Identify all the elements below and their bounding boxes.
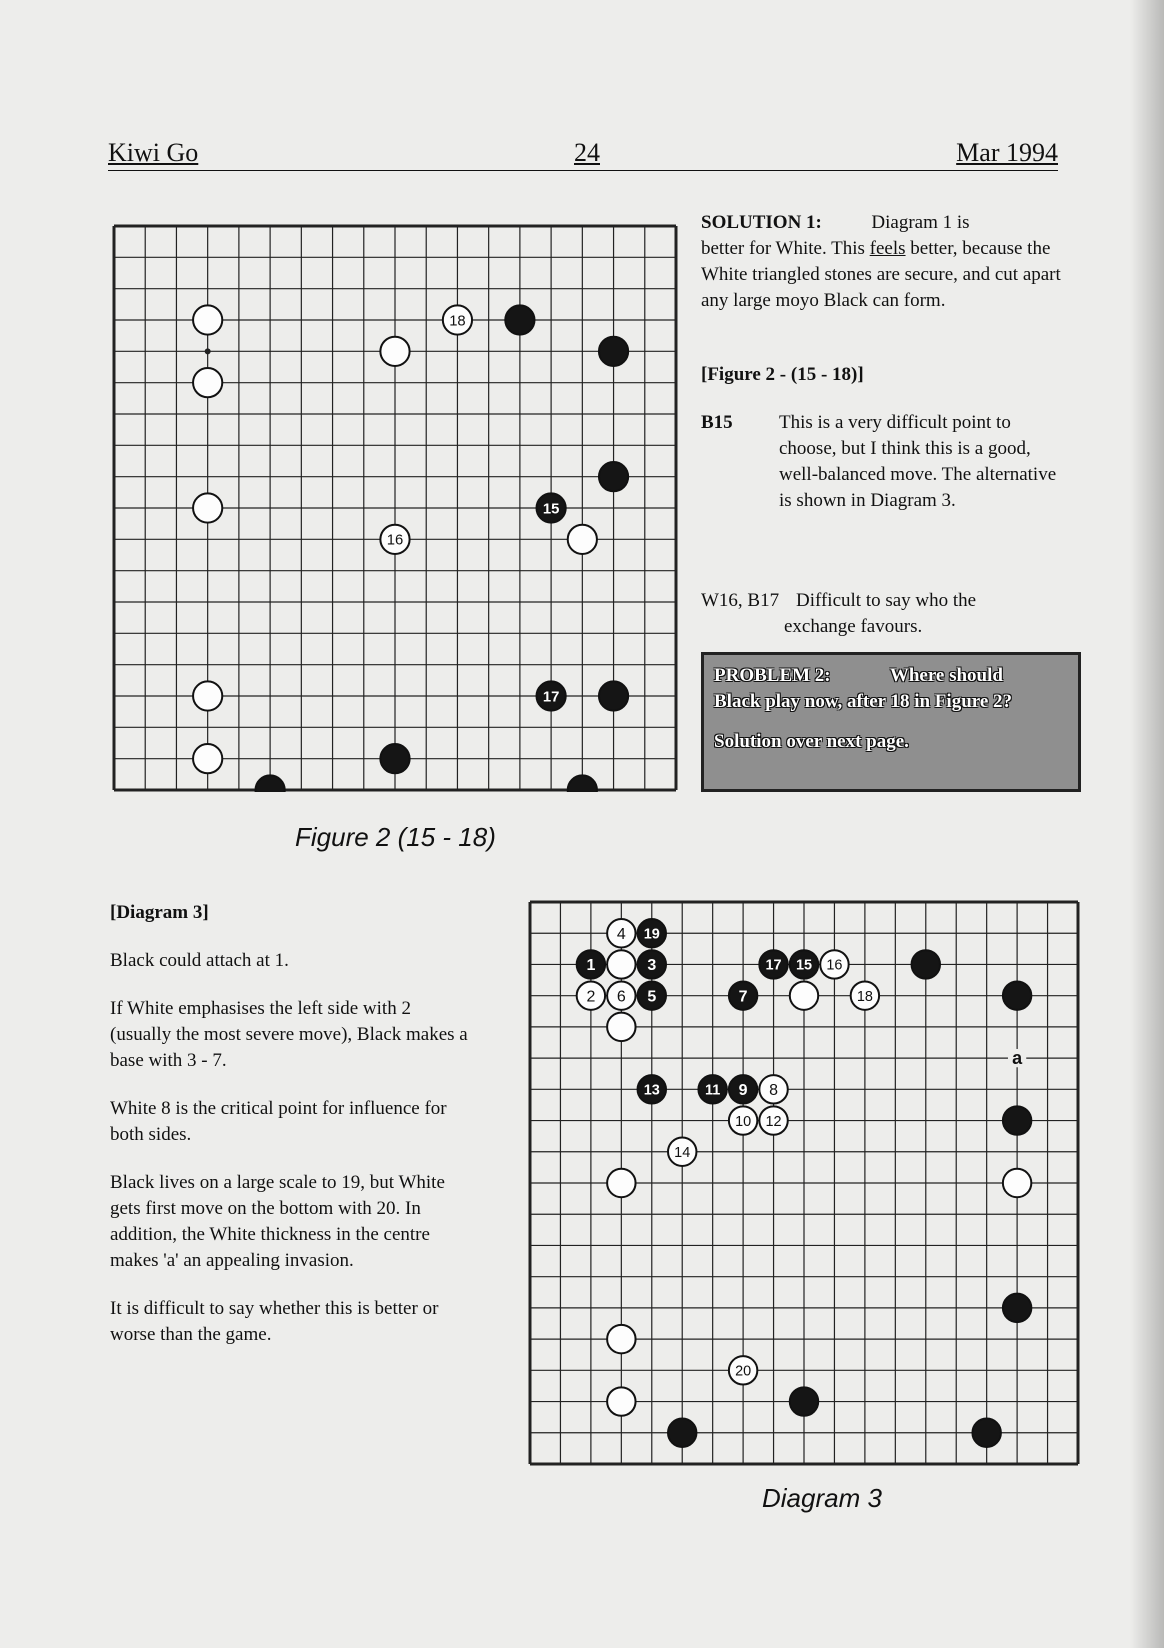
d3-white-stone xyxy=(577,981,605,1009)
d3-stone-disc xyxy=(607,1325,635,1353)
diagram-3-para-2: If White emphasises the left side with 2 (usually the most severe move), Black makes a base with 3 - 7. xyxy=(110,998,468,1071)
d3-black-stone xyxy=(912,950,940,978)
diagram-3-para-1: Black could attach at 1. xyxy=(110,950,289,971)
d3-stone-disc xyxy=(607,950,635,978)
d3-black-stone xyxy=(790,950,818,978)
d3-white-stone xyxy=(851,981,879,1009)
d3-stone-disc xyxy=(668,1419,696,1447)
d3-move-number: 19 xyxy=(643,926,660,943)
fig2-stone-disc xyxy=(193,744,222,773)
d3-white-stone xyxy=(729,1356,757,1384)
d3-move-number: 18 xyxy=(856,988,873,1005)
d3-stone-disc xyxy=(790,981,818,1009)
d3-black-stone xyxy=(698,1075,726,1103)
d3-move-number: 8 xyxy=(769,1082,779,1100)
page-edge-shadow xyxy=(1130,0,1164,1648)
fig2-stone-disc xyxy=(380,337,409,366)
d3-stone-disc xyxy=(607,1387,635,1415)
fig2-stone-disc xyxy=(568,775,597,792)
problem-2-solution-note: Solution over next page. xyxy=(714,731,909,752)
d3-white-stone xyxy=(790,981,818,1009)
d3-white-stone xyxy=(759,1106,787,1134)
d3-move-number: 17 xyxy=(765,957,782,974)
fig2-white-stone xyxy=(443,305,472,334)
fig2-white-stone xyxy=(193,681,222,710)
fig2-black-stone xyxy=(380,744,409,773)
d3-black-stone xyxy=(790,1387,818,1415)
d3-white-stone xyxy=(759,1075,787,1103)
d3-white-stone xyxy=(607,919,635,947)
d3-stone-disc xyxy=(607,1013,635,1041)
fig2-white-stone xyxy=(193,368,222,397)
magazine-title: Kiwi Go xyxy=(108,138,199,167)
fig2-black-stone xyxy=(599,462,628,491)
diagram-3-title: [Diagram 3] xyxy=(110,902,209,923)
fig2-black-stone xyxy=(256,775,285,792)
fig2-white-stone xyxy=(568,525,597,554)
fig2-move-number: 18 xyxy=(449,313,466,330)
solution-1-text xyxy=(701,210,1071,314)
d3-move-number: 16 xyxy=(826,957,843,974)
fig2-stone-disc xyxy=(380,744,409,773)
d3-black-stone xyxy=(577,950,605,978)
d3-move-number: 6 xyxy=(616,988,626,1006)
fig2-move-number: 17 xyxy=(542,689,560,706)
d3-stone-disc xyxy=(1003,1106,1031,1134)
solution-1-body-a: better for White. This xyxy=(701,238,870,259)
d3-black-stone xyxy=(1003,981,1031,1009)
issue-date: Mar 1994 xyxy=(956,138,1058,167)
d3-black-stone xyxy=(668,1419,696,1447)
diagram-3-para-5: It is difficult to say whether this is better or worse than the game. xyxy=(110,1298,439,1345)
b15-comment xyxy=(701,410,1071,514)
fig2-black-stone xyxy=(599,681,628,710)
solution-1-first-line: Diagram 1 is xyxy=(871,212,970,233)
figure-2-go-board xyxy=(112,224,678,792)
d3-white-stone xyxy=(1003,1169,1031,1197)
figure-2-caption: Figure 2 (15 - 18) xyxy=(295,822,496,852)
diagram-3-caption: Diagram 3 xyxy=(762,1483,882,1513)
fig2-black-stone xyxy=(568,775,597,792)
d3-black-stone xyxy=(1003,1294,1031,1322)
d3-white-stone xyxy=(607,1325,635,1353)
problem-2-question: Black play now, after 18 in Figure 2? xyxy=(714,691,1013,712)
page-header xyxy=(108,138,1058,174)
d3-black-stone xyxy=(729,981,757,1009)
d3-white-stone xyxy=(729,1106,757,1134)
d3-move-number: 4 xyxy=(616,925,626,943)
d3-stone-disc xyxy=(790,1387,818,1415)
fig2-stone-disc xyxy=(193,681,222,710)
fig2-stone-disc xyxy=(193,305,222,334)
d3-black-stone xyxy=(729,1075,757,1103)
d3-stone-disc xyxy=(1003,1294,1031,1322)
d3-white-stone xyxy=(607,1387,635,1415)
fig2-move-number: 15 xyxy=(542,501,560,518)
d3-move-number: 1 xyxy=(586,957,596,975)
fig2-stone-disc xyxy=(193,493,222,522)
d3-move-number: 14 xyxy=(674,1144,691,1161)
d3-move-number: 2 xyxy=(586,988,596,1006)
fig2-white-stone xyxy=(193,305,222,334)
problem-2-first-line: Where should xyxy=(889,665,1003,686)
d3-move-number: 3 xyxy=(647,957,657,975)
fig2-stone-disc xyxy=(568,525,597,554)
d3-stone-disc xyxy=(607,1169,635,1197)
fig2-black-stone xyxy=(537,681,566,710)
d3-black-stone xyxy=(972,1419,1000,1447)
d3-move-number: 13 xyxy=(643,1082,660,1099)
d3-white-stone xyxy=(607,1013,635,1041)
d3-black-stone xyxy=(638,950,666,978)
d3-move-number: 7 xyxy=(738,988,748,1006)
fig2-stone-disc xyxy=(256,775,285,792)
solution-1-underlined-word: feels xyxy=(869,238,906,259)
diagram-3-go-board xyxy=(528,900,1080,1466)
fig2-point-dot xyxy=(205,348,211,354)
d3-black-stone xyxy=(759,950,787,978)
d3-black-stone xyxy=(638,919,666,947)
fig2-black-stone xyxy=(505,305,534,334)
diagram-3-commentary xyxy=(110,900,470,1370)
fig2-stone-disc xyxy=(599,681,628,710)
fig2-black-stone xyxy=(537,493,566,522)
d3-stone-disc xyxy=(1003,981,1031,1009)
fig2-white-stone xyxy=(380,337,409,366)
fig2-stone-disc xyxy=(599,337,628,366)
fig2-move-number: 16 xyxy=(386,532,404,549)
d3-stone-disc xyxy=(1003,1169,1031,1197)
d3-move-number: 10 xyxy=(735,1113,752,1130)
d3-move-number: 11 xyxy=(705,1082,721,1099)
figure-2-reference: [Figure 2 - (15 - 18)] xyxy=(701,364,864,385)
d3-stone-disc xyxy=(912,950,940,978)
fig2-white-stone xyxy=(193,493,222,522)
problem-2-label: PROBLEM 2: xyxy=(714,665,831,686)
d3-move-number: 9 xyxy=(738,1082,748,1100)
d3-move-number: 15 xyxy=(795,957,813,974)
d3-point-marker: a xyxy=(1012,1048,1023,1069)
w16-b17-text: Difficult to say who the exchange favours. xyxy=(784,590,977,637)
fig2-white-stone xyxy=(193,744,222,773)
d3-white-stone xyxy=(668,1138,696,1166)
d3-stone-disc xyxy=(972,1419,1000,1447)
d3-black-stone xyxy=(638,1075,666,1103)
header-rule xyxy=(108,170,1058,171)
d3-move-number: 20 xyxy=(735,1363,752,1380)
w16-b17-label: W16, B17 xyxy=(701,590,780,611)
diagram-3-para-4: Black lives on a large scale to 19, but White gets first move on the bottom with 20. In addition, the White thickness in the centre makes 'a' an appealing invasion. xyxy=(110,1172,445,1271)
solution-1-label: SOLUTION 1: xyxy=(701,212,822,233)
page-number: 24 xyxy=(574,138,600,167)
d3-move-number: 12 xyxy=(765,1113,782,1130)
fig2-stone-disc xyxy=(193,368,222,397)
d3-black-stone xyxy=(638,981,666,1009)
d3-black-stone xyxy=(1003,1106,1031,1134)
d3-move-number: 5 xyxy=(647,988,657,1006)
problem-2-box xyxy=(701,652,1081,792)
d3-white-stone xyxy=(820,950,848,978)
fig2-white-stone xyxy=(380,525,409,554)
fig2-black-stone xyxy=(599,337,628,366)
d3-white-stone xyxy=(607,950,635,978)
b15-text: This is a very difficult point to choose, but I think this is a good, well-balanced move. The alternative is shown in Diagram 3. xyxy=(779,412,1057,511)
fig2-stone-disc xyxy=(505,305,534,334)
fig2-stone-disc xyxy=(599,462,628,491)
b15-label: B15 xyxy=(701,412,733,433)
solution-1-body-b: better, because the White triangled stones are secure, and cut apart any large moyo Black can form. xyxy=(701,238,1061,311)
diagram-3-para-3: White 8 is the critical point for influence for both sides. xyxy=(110,1098,447,1145)
d3-white-stone xyxy=(607,981,635,1009)
d3-white-stone xyxy=(607,1169,635,1197)
